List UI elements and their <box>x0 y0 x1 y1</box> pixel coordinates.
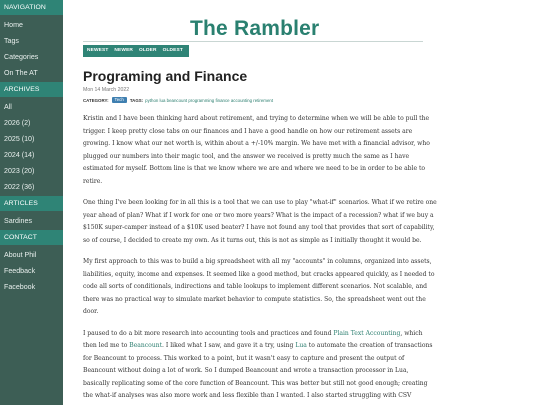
sidebar <box>0 0 63 405</box>
sidebar-item-archive-2022[interactable]: 2022 (36) <box>4 183 35 191</box>
newest-button[interactable]: NEWEST <box>87 48 109 53</box>
tags-label: TAGS: <box>129 97 144 103</box>
sidebar-item-categories[interactable]: Categories <box>4 53 39 61</box>
oldest-button[interactable]: OLDEST <box>162 48 183 53</box>
archives-heading: ARCHIVES <box>0 82 63 97</box>
sidebar-item-archive-all[interactable]: All <box>4 103 12 111</box>
sidebar-item-archive-2026[interactable]: 2026 (2) <box>4 119 31 127</box>
sidebar-item-on-the-at[interactable]: On The AT <box>4 69 38 77</box>
sidebar-item-home[interactable]: Home <box>4 21 23 29</box>
lua-link[interactable]: Lua <box>295 342 307 349</box>
paragraph-1: Kristin and I have been thinking hard about retirement, and trying to determine when we will be able to pull the trigger. I keep pretty close tabs on our finances and I have a good handle on how our retirement assets are growing. I know what our net worth is, within about a +/-10% margin. We have met with a financial advisor, who plugged our numbers into their magic tool, and the answer we received is pretty much the same as I have estimated for myself. Bottom line is that we know where we are and where we need to be in order to be able to retire. <box>83 115 430 185</box>
paragraph-4 <box>83 328 437 403</box>
beancount-link[interactable]: Beancount <box>129 342 163 349</box>
sidebar-item-facebook[interactable]: Facebook <box>4 283 36 291</box>
post-body <box>83 113 437 405</box>
sidebar-item-tags[interactable]: Tags <box>4 37 19 45</box>
sidebar-item-archive-2025[interactable]: 2025 (10) <box>4 135 35 143</box>
post-navigation-bar <box>83 45 189 57</box>
category-badge[interactable]: Tech <box>112 97 127 103</box>
sidebar-item-about-phil[interactable]: About Phil <box>4 251 37 259</box>
sidebar-item-archive-2024[interactable]: 2024 (14) <box>4 151 35 159</box>
paragraph-4-text-c: . I liked what I saw, and gave it a try, using <box>162 342 296 349</box>
older-button[interactable]: OLDER <box>139 48 157 53</box>
newer-button[interactable]: NEWER <box>114 48 134 53</box>
sidebar-item-feedback[interactable]: Feedback <box>4 267 36 275</box>
contact-heading: CONTACT <box>0 230 63 245</box>
sidebar-item-archive-2023[interactable]: 2023 (20) <box>4 167 35 175</box>
post-date: Mon 14 March 2022 <box>83 87 130 93</box>
paragraph-4-text-d: to automate the creation of transactions for Beancount to process. This worked to a point, but it wasn't easy to capture and present the output of Beancount without doing a lot of work. So I dumped Beancount and wrote a transaction processor in Lua, basically replicating some of the core function of Beancount. This was better but still not good enough; creating the what-if analyses was also more work and less flexible than I wanted. I also started struggling with CSV <box>83 342 433 399</box>
title-divider <box>83 41 423 42</box>
sidebar-item-sardines[interactable]: Sardines <box>4 217 32 225</box>
category-label: CATEGORY: <box>83 97 109 103</box>
paragraph-2: One thing I've been looking for in all this is a tool that we can use to play "what-if" scenarios. What if we retire one year ahead of plan? What if I work for one or two more years? What is the impact of a recession? what if we buy a $150K super-camper instead of a $10K used beater? I have not found any tool that provides that sort of capability, so of course, I decided to create my own. As it turns out, this is not as simple as I initially thought it would be. <box>83 199 437 244</box>
plain-text-accounting-link[interactable]: Plain Text Accounting <box>333 329 401 337</box>
tag-links[interactable]: python lua beancount programming finance accounting retirement <box>145 97 274 103</box>
articles-heading: ARTICLES <box>0 196 63 211</box>
paragraph-3: My first approach to this was to build a big spreadsheet with all my "accounts" in columns, organized into assets, liabilities, equity, income and expenses. It seemed like a good method, but cracks appeared quickly, as I needed to code all sorts of conditionals, indirections and table lookups to implement different scenarios. Not scalable, and there was no practical way to simulate market behavior to compute statistics. So, the spreadsheet went out the door. <box>83 258 435 315</box>
post-title: Programing and Finance <box>83 68 248 84</box>
navigation-heading: NAVIGATION <box>0 0 63 15</box>
paragraph-4-text-a: I paused to do a bit more research into accounting tools and practices and found <box>83 329 334 337</box>
site-title[interactable]: The Rambler <box>190 17 320 40</box>
paragraph-4-text-b: , which then led me to <box>83 329 423 349</box>
post-meta <box>83 97 273 103</box>
